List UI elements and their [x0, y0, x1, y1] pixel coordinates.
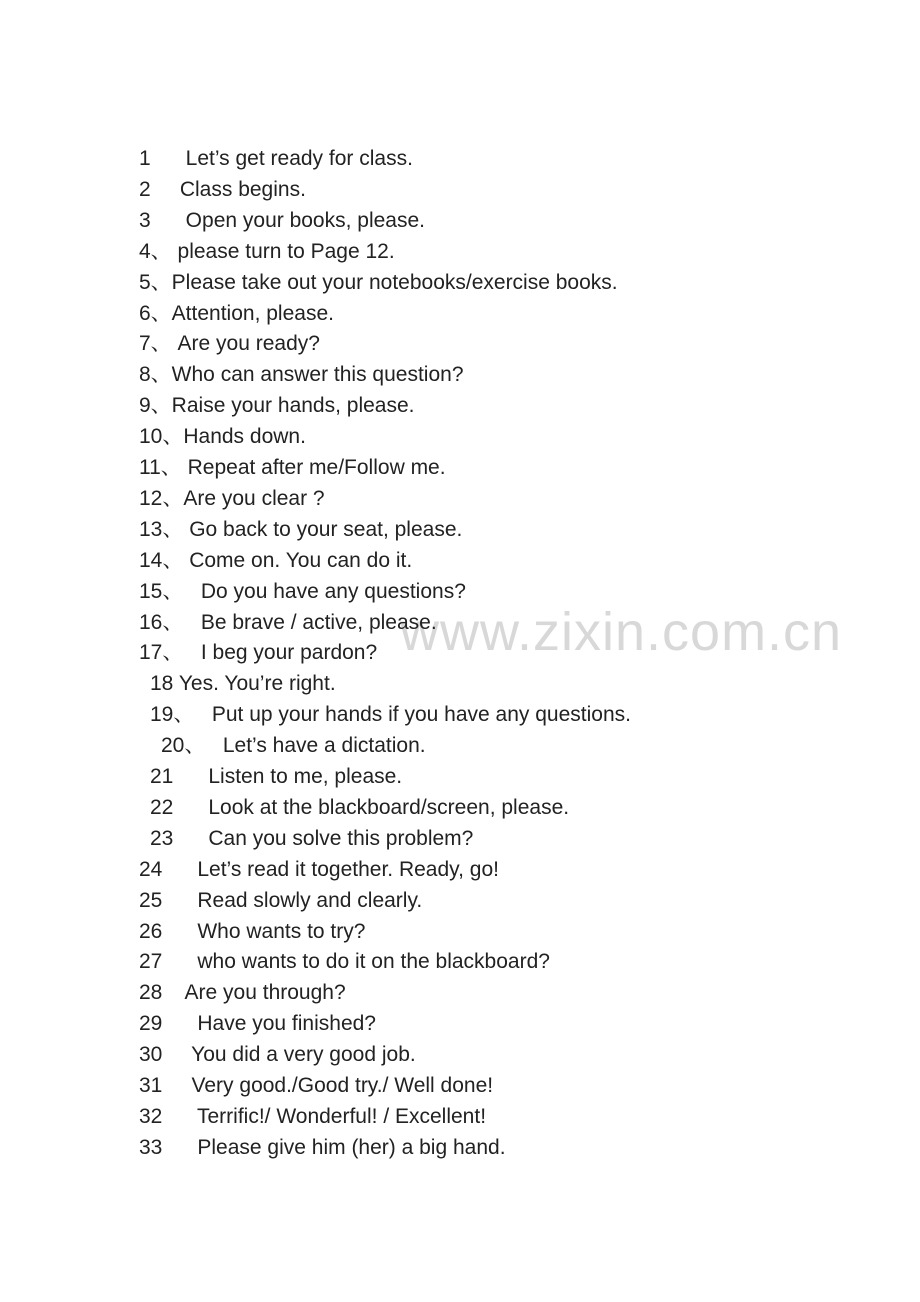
phrase-line: 11、 Repeat after me/Follow me. — [139, 456, 446, 479]
phrase-line: 6、Attention, please. — [139, 301, 334, 325]
phrase-line: 27 who wants to do it on the blackboard? — [139, 950, 550, 974]
phrase-line: 7、 Are you ready? — [139, 332, 320, 356]
phrase-line: 18 Yes. You’re right. — [150, 672, 336, 696]
phrase-line: 26 Who wants to try? — [139, 919, 366, 943]
phrase-line: 1 Let’s get ready for class. — [139, 147, 413, 170]
phrase-line: 12、Are you clear ? — [139, 486, 325, 510]
phrase-line: 5、Please take out your notebooks/exercise books. — [139, 270, 618, 294]
phrase-line: 4、 please turn to Page 12. — [139, 239, 395, 263]
phrase-line: 17、 I beg your pardon? — [139, 641, 378, 665]
phrase-line: 31 Very good./Good try./ Well done! — [139, 1074, 494, 1097]
phrase-line: 19、 Put up your hands if you have any questions. — [150, 703, 631, 727]
phrase-line: 23 Can you solve this problem? — [150, 826, 474, 850]
phrase-line: 3 Open your books, please. — [139, 208, 426, 232]
phrase-line: 10、Hands down. — [139, 425, 306, 449]
phrase-line: 2 Class begins. — [139, 177, 306, 201]
phrase-line: 8、Who can answer this question? — [139, 363, 464, 387]
phrase-line: 32 Terrific!/ Wonderful! / Excellent! — [139, 1104, 487, 1128]
phrase-line: 20、 Let’s have a dictation. — [161, 734, 426, 758]
phrase-line: 16、 Be brave / active, please. — [139, 610, 437, 634]
phrase-line: 15、 Do you have any questions? — [139, 579, 466, 603]
phrase-line: 22 Look at the blackboard/screen, please. — [150, 795, 570, 819]
phrase-line: 14、 Come on. You can do it. — [139, 548, 413, 572]
phrase-line: 30 You did a very good job. — [139, 1043, 416, 1067]
phrase-line: 24 Let’s read it together. Ready, go! — [139, 857, 499, 881]
phrase-line: 28 Are you through? — [139, 981, 346, 1005]
phrase-line: 9、Raise your hands, please. — [139, 394, 415, 418]
phrase-line: 21 Listen to me, please. — [150, 765, 403, 788]
phrase-line: 13、 Go back to your seat, please. — [139, 517, 463, 541]
phrase-line: 25 Read slowly and clearly. — [139, 888, 423, 912]
phrase-line: 29 Have you finished? — [139, 1012, 376, 1036]
phrase-line: 33 Please give him (her) a big hand. — [139, 1135, 506, 1159]
watermark: www.zixin.com.cn — [400, 602, 843, 662]
